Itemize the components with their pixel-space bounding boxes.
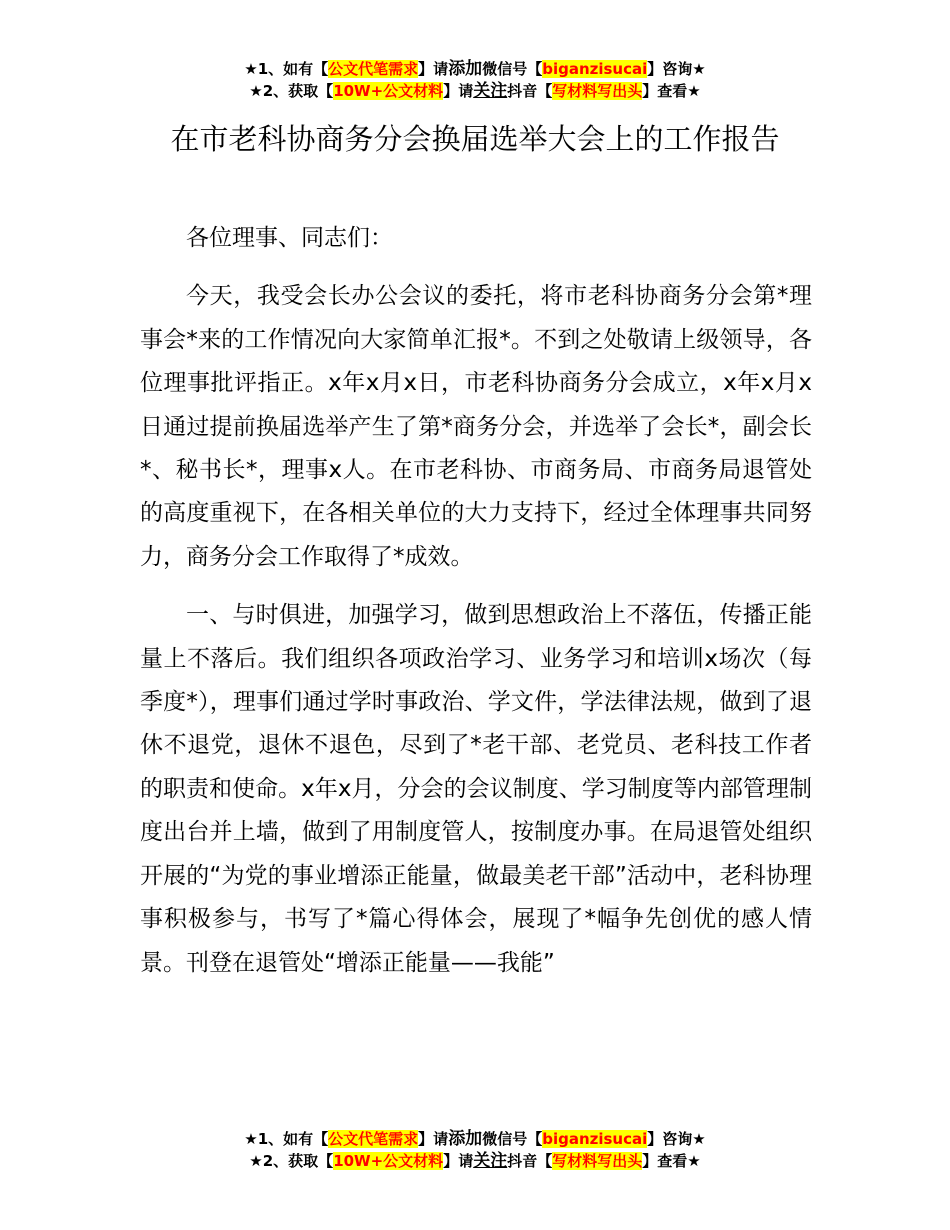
promo-highlight: 公文代笔需求: [328, 60, 419, 78]
promo-highlight: 写材料写出头: [552, 1152, 643, 1170]
paragraph: 今天，我受会长办公会议的委托，将市老科协商务分会第*理事会*来的工作情况向大家简单汇报*。不到之处敬请上级领导，各位理事批评指正。x年x月x日，市老科协商务分会成立，x年x月x日通过提前换届选举产生了第*商务分会，并选举了会长*，副会长*、秘书长*，理事x人。在市老科协、市商务局、市商务局退管处的高度重视下，在各相关单位的大力支持下，经过全体理事共同努力，商务分会工作取得了*成效。: [140, 283, 812, 570]
promo-line-2: ★2、获取【10W+公文材料】请关注抖音【写材料写出头】查看★: [249, 81, 701, 101]
promo-highlight: biganzisucai: [542, 60, 648, 78]
promo-highlight: biganzisucai: [542, 1130, 648, 1148]
promo-line-1: ★1、如有【公文代笔需求】请添加微信号【biganzisucai】咨询★: [244, 59, 706, 79]
paragraph: 一、与时俱进，加强学习，做到思想政治上不落伍，传播正能量上不落后。我们组织各项政治学习、业务学习和培训x场次（每季度*），理事们通过学时事政治、学文件，学法律法规，做到了退休不退党，退休不退色，尽到了*老干部、老党员、老科技工作者的职责和使命。x年x月，分会的会议制度、学习制度等内部管理制度出台并上墙，做到了用制度管人，按制度办事。在局退管处组织开展的“为党的事业增添正能量，做最美老干部”活动中，老科协理事积极参与，书写了*篇心得体会，展现了*幅争先创优的感人情景。刊登在退管处“增添正能量——我能”: [140, 602, 812, 976]
promo-line-2: ★2、获取【10W+公文材料】请关注抖音【写材料写出头】查看★: [249, 1151, 701, 1171]
promo-highlight: 10W+公文材料: [333, 82, 444, 100]
document-title: 在市老科协商务分会换届选举大会上的工作报告: [170, 122, 780, 156]
promo-highlight: 公文代笔需求: [328, 1130, 419, 1148]
promo-banner-bottom: [0, 1128, 950, 1172]
promo-line-1: ★1、如有【公文代笔需求】请添加微信号【biganzisucai】咨询★: [244, 1129, 706, 1149]
promo-highlight: 写材料写出头: [552, 82, 643, 100]
promo-highlight: 10W+公文材料: [333, 1152, 444, 1170]
promo-banner-top: [0, 58, 950, 102]
document-body: [140, 217, 812, 1000]
salutation: 各位理事、同志们：: [186, 225, 393, 251]
